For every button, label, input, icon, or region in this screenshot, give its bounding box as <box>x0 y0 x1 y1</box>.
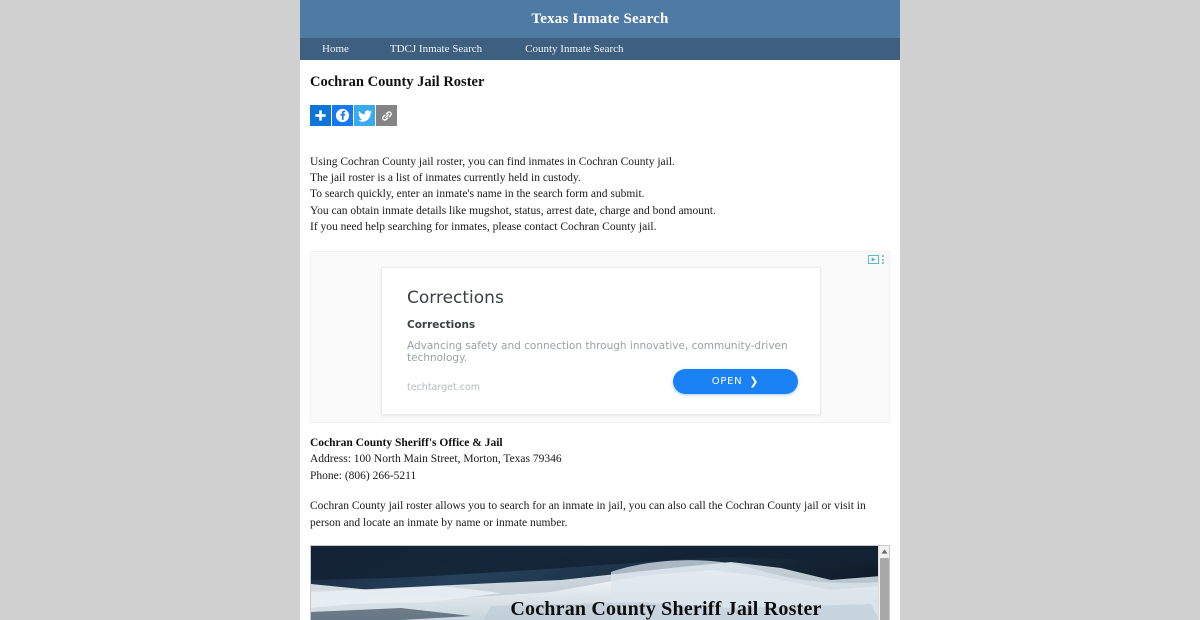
embedded-roster-frame[interactable] <box>310 545 890 620</box>
roster-banner-title: Cochran County Sheriff Jail Roster <box>510 598 822 620</box>
intro-line-3: To search quickly, enter an inmate's name in the search form and submit. <box>310 188 645 201</box>
ad-headline: Corrections <box>407 288 504 309</box>
adchoices-icon[interactable] <box>868 255 884 264</box>
site-title: Texas Inmate Search <box>531 10 669 27</box>
intro-line-1: Using Cochran County jail roster, you can find inmates in Cochran County jail. <box>310 156 675 168</box>
nav-item-county-inmate-search[interactable]: County Inmate Search <box>525 43 624 55</box>
main-navigation <box>300 38 900 60</box>
jail-address: Address: 100 North Main Street, Morton, Texas 79346 <box>310 453 562 466</box>
page-title: Cochran County Jail Roster <box>310 74 485 90</box>
ad-card[interactable] <box>381 267 821 415</box>
facebook-icon-button[interactable] <box>332 105 353 126</box>
ad-domain: techtarget.com <box>407 382 481 394</box>
site-header <box>300 0 900 38</box>
jail-phone: Phone: (806) 266-5211 <box>310 469 417 482</box>
jail-info <box>310 435 890 484</box>
nav-item-tdcj-inmate-search[interactable]: TDCJ Inmate Search <box>389 43 483 55</box>
advertisement-container <box>310 251 890 423</box>
intro-line-2: The jail roster is a list of inmates currently held in custody. <box>310 172 581 185</box>
addthis-plus-icon-button[interactable] <box>310 105 331 126</box>
ad-description: Advancing safety and connection through innovative, community-driven technology. <box>407 340 788 365</box>
intro-line-4: You can obtain inmate details like mugshot, status, arrest date, charge and bond amount. <box>310 204 716 217</box>
ad-open-label: OPEN <box>711 376 743 388</box>
scroll-up-arrow-icon[interactable] <box>879 546 890 556</box>
ad-open-button[interactable] <box>673 369 798 394</box>
chevron-right-icon: ❯ <box>749 375 760 389</box>
main-content <box>300 60 900 620</box>
twitter-icon-button[interactable] <box>354 105 375 126</box>
intro-paragraph <box>310 154 890 235</box>
link-chain-icon-button[interactable] <box>376 105 397 126</box>
ad-brand: Corrections <box>407 319 476 332</box>
roster-frame-scrollbar[interactable] <box>878 546 889 620</box>
scrollbar-thumb[interactable] <box>880 558 889 620</box>
site-container <box>300 0 900 620</box>
nav-item-home[interactable]: Home <box>322 43 349 55</box>
intro-line-5: If you need help searching for inmates, please contact Cochran County jail. <box>310 220 657 233</box>
share-buttons <box>310 105 890 126</box>
jail-name: Cochran County Sheriff's Office & Jail <box>310 437 503 450</box>
closing-paragraph: Cochran County jail roster allows you to search for an inmate in jail, you can also call the Cochran County jail or visit in person and locate an inmate by name or inmate number. <box>310 500 866 530</box>
roster-banner-image <box>311 546 881 620</box>
ad-options-menu-icon[interactable] <box>882 255 884 264</box>
